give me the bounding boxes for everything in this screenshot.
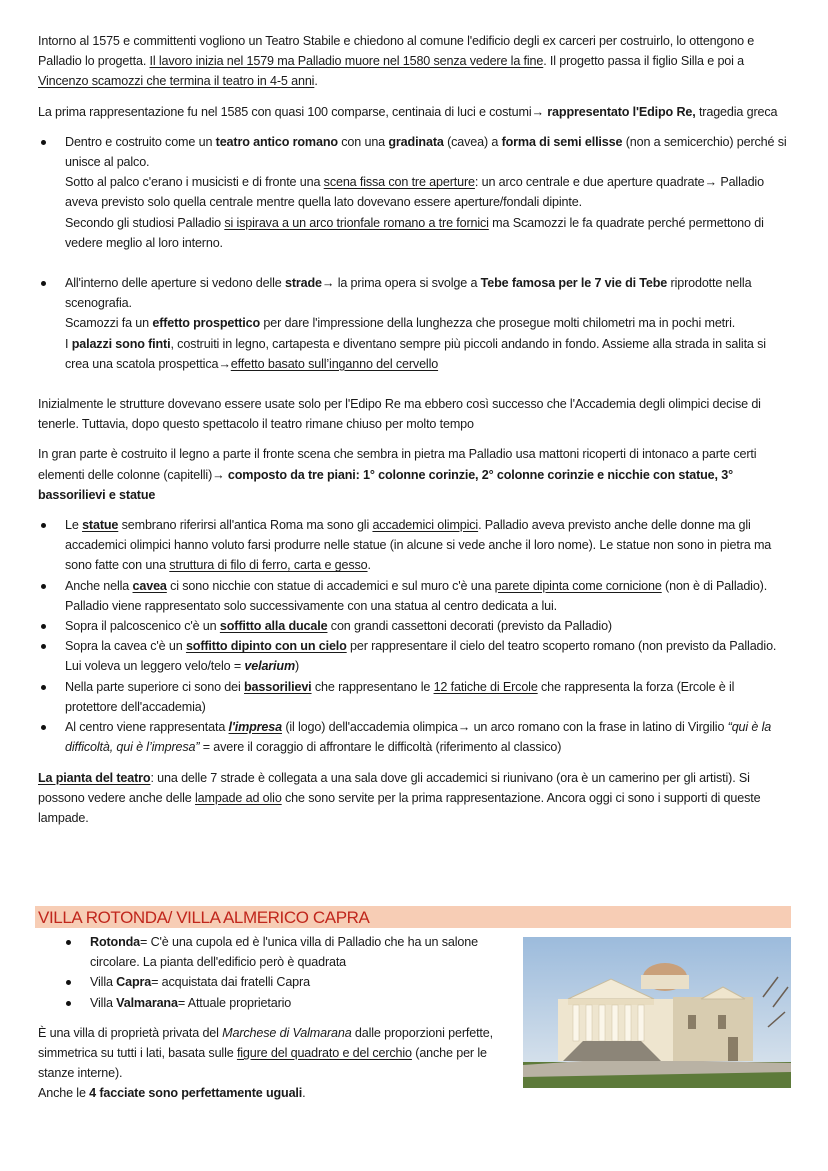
paragraph: [38, 768, 790, 829]
underlined-text: scena fissa con tre aperture: [323, 175, 475, 190]
bold-text: l'impresa: [228, 720, 282, 735]
list-item: [38, 132, 790, 253]
text-run: con una: [337, 134, 389, 149]
text-run: I: [65, 336, 72, 351]
underlined-text: 12 fatiche di Ercole: [433, 679, 538, 694]
paragraph: [38, 394, 790, 434]
bold-text: bassorilievi: [244, 679, 312, 694]
text-run: Nella parte superiore ci sono dei: [65, 679, 245, 694]
stage-bullet-list: [38, 132, 790, 374]
paragraph: [38, 444, 790, 505]
text-run: (il logo) dell'accademia olimpica→ un arco romano con la frase in latino di Virgilio: [281, 720, 728, 735]
text-run: tragedia greca: [695, 104, 778, 119]
villa-section: [38, 932, 508, 1114]
text-run: Villa: [90, 995, 117, 1010]
underlined-text: figure del quadrato e del cerchio: [236, 1046, 412, 1061]
text-run: con grandi cassettoni decorati (previsto da Palladio): [327, 619, 612, 634]
bold-text: La pianta del teatro: [38, 770, 151, 785]
text-run: = C'è una cupola ed è l'unica villa di Palladio che ha un salone circolare. La pianta dell'edificio però è quadrata: [90, 935, 478, 970]
underlined-text: accademici olimpici: [372, 518, 479, 533]
text-run: In gran parte è costruito il legno a parte il fronte scena che sembra in pietra ma Palladio usa mattoni ricoperti di intonaco a parte certi elementi delle colonne (capitelli)→: [38, 447, 757, 482]
villa-paragraph: [38, 1023, 508, 1104]
text-run: , costruiti in legno, cartapesta e diventano sempre più piccoli andando in fondo. Assieme alla strada in salita si crea una scatola prospettica→: [65, 336, 766, 371]
text-run: che sono servite per la prima rappresentazione. Ancora oggi ci sono i supporti di queste lampade.: [38, 790, 761, 825]
text-run: Inizialmente le strutture dovevano essere usate solo per l'Edipo Re ma ebbero così successo che l'Accademia degli olimpici decise di tenerle. Tuttavia, dopo questo spettacolo il teatro rimane chiuso per molto tempo: [38, 397, 761, 432]
text-run: : un arco centrale e due aperture quadrate→ Palladio aveva previsto solo quella centrale mentre quella lato dovevano essere aperture/fondali dipinte.: [65, 175, 764, 210]
italic-text: Marchese di Valmarana: [222, 1025, 352, 1040]
text-run: (cavea) a: [443, 134, 502, 149]
structure-section: [38, 394, 790, 505]
intro-section: [38, 31, 790, 122]
text-run: . Palladio aveva previsto anche delle donne ma gli accademici olimpici hanno voluto farsi produrre nelle statue (in alcune si vede anche il loro nome). Le statue non sono in pietra ma sono fatte con una: [65, 518, 772, 573]
list-item: [38, 932, 508, 972]
bold-text: Valmarana: [116, 995, 178, 1010]
bold-text: Tebe famosa per le 7 vie di Tebe: [480, 276, 668, 291]
text-run: = Attuale proprietario: [177, 995, 292, 1010]
bold-text: velarium: [244, 659, 295, 674]
underlined-text: Il lavoro inizia nel 1579 ma Palladio muore nel 1580 senza vedere la fine: [149, 54, 544, 69]
bold-text: forma di semi ellisse: [501, 134, 623, 149]
bold-text: gradinata: [388, 134, 444, 149]
underlined-text: parete dipinta come cornicione: [494, 578, 662, 593]
text-run: : una delle 7 strade è collegata a una sala dove gli accademici si riunivano (ora è un camerino per gli artisti). Si possono vedere anche delle: [38, 770, 750, 805]
bold-text: soffitto dipinto con un cielo: [185, 639, 347, 654]
underlined-text: struttura di filo di ferro, carta e gesso: [169, 558, 368, 573]
text-run: Anche le: [38, 1086, 90, 1101]
list-item: [38, 616, 790, 636]
bold-text: rappresentato l'Edipo Re,: [547, 104, 696, 119]
paragraph: [38, 102, 790, 122]
text-run: = avere il coraggio di affrontare le difficoltà (riferimento al classico): [199, 740, 562, 755]
list-item: [38, 636, 790, 676]
text-run: .: [302, 1086, 306, 1101]
bold-text: teatro antico romano: [215, 134, 338, 149]
bold-text: 4 facciate sono perfettamente uguali: [89, 1086, 303, 1101]
bold-text: cavea: [132, 578, 167, 593]
text-run: dalle proporzioni perfette, simmetrica su tutti i lati, basata sulle: [38, 1025, 493, 1061]
text-run: sembrano riferirsi all'antica Roma ma sono gli: [118, 518, 373, 533]
text-run: ): [295, 659, 300, 674]
list-item: [38, 677, 790, 717]
plan-section: [38, 768, 790, 829]
bold-text: Rotonda: [90, 935, 141, 949]
text-run: ci sono nicchie con statue di accademici e sul muro c'è una: [166, 578, 495, 593]
text-run: È una villa di proprietà privata del: [38, 1025, 223, 1040]
villa-rotonda-photo: [523, 937, 791, 1088]
text-run: Al centro viene rappresentata: [65, 720, 229, 735]
paragraph: [38, 31, 790, 92]
decoration-bullet-list: [38, 515, 790, 757]
text-run: .: [367, 558, 371, 573]
bold-text: effetto prospettico: [152, 316, 261, 331]
text-run: .: [314, 74, 318, 89]
text-run: = acquistata dai fratelli Capra: [151, 975, 310, 990]
bold-text: palazzi sono finti: [71, 336, 171, 351]
text-run: Sotto al palco c'erano i musicisti e di fronte una: [65, 175, 324, 190]
text-run: (anche per le stanze interne).: [38, 1046, 487, 1081]
text-run: (non a semicerchio) perché si unisce al palco.: [65, 134, 787, 170]
bold-text: strade: [285, 276, 322, 291]
text-run: che rappresenta la forza (Ercole è il protettore dell'accademia): [65, 679, 735, 714]
villa-bullet-list: [38, 932, 508, 1013]
text-run: . Il progetto passa il figlio Silla e poi a: [543, 54, 744, 69]
text-run: che rappresentano le: [311, 679, 434, 694]
text-run: riprodotte nella scenografia.: [65, 276, 752, 311]
list-item: [38, 717, 790, 757]
text-run: Intorno al 1575 e committenti vogliono un Teatro Stabile e chiedono al comune l'edificio degli ex carceri per costruirlo, lo ottengono e Palladio lo progetta.: [38, 34, 755, 69]
text-run: Dentro e costruito come un: [65, 134, 216, 149]
list-item: [38, 576, 790, 616]
text-run: All'interno delle aperture si vedono delle: [65, 276, 285, 291]
italic-text: “qui è la difficoltà, qui è l’impresa”: [65, 720, 772, 755]
text-run: Le: [65, 518, 83, 533]
text-run: Secondo gli studiosi Palladio: [65, 215, 225, 230]
document-body: [38, 31, 790, 838]
bold-text: soffitto alla ducale: [219, 619, 328, 634]
text-run: per dare l'impressione della lunghezza che prosegue molti chilometri ma in pochi metri.: [260, 316, 736, 331]
underlined-text: lampade ad olio: [195, 790, 282, 805]
bold-text: composto da tre piani: 1° colonne corinzie, 2° colonne corinzie e nicchie con statue, 3° bassorilievi e statue: [38, 467, 733, 502]
underlined-text: Vincenzo scamozzi che termina il teatro in 4-5 anni: [38, 74, 315, 89]
underlined-text: si ispirava a un arco trionfale romano a tre fornici: [224, 215, 489, 230]
bold-text: statue: [82, 518, 119, 533]
list-item: [38, 993, 508, 1013]
paragraph: [38, 1023, 508, 1104]
bold-text: Capra: [116, 975, 152, 990]
text-run: Villa: [90, 975, 117, 990]
list-item: [38, 972, 508, 992]
text-run: → la prima opera si svolge a: [321, 276, 481, 291]
text-run: La prima rappresentazione fu nel 1585 con quasi 100 comparse, centinaia di luci e costumi→: [38, 104, 548, 119]
text-run: Sopra la cavea c'è un: [65, 639, 186, 654]
list-item: [38, 273, 790, 374]
underlined-text: effetto basato sull’inganno del cervello: [230, 356, 439, 371]
text-run: per rappresentare il cielo del teatro scoperto romano (non previsto da Palladio. Lui voleva un leggero velo/telo =: [65, 639, 777, 674]
text-run: Anche nella: [65, 578, 133, 593]
text-run: Scamozzi fa un: [65, 316, 153, 331]
text-run: ma Scamozzi le fa quadrate perché permettono di vedere meglio al loro interno.: [65, 215, 764, 250]
section-heading-villa-rotonda: VILLA ROTONDA/ VILLA ALMERICO CAPRA: [35, 906, 791, 928]
text-run: Sopra il palcoscenico c'è un: [65, 619, 220, 634]
text-run: (non è di Palladio). Palladio viene rappresentato solo successivamente con una statua al centro dedicata a lui.: [65, 578, 768, 613]
list-item: [38, 515, 790, 576]
